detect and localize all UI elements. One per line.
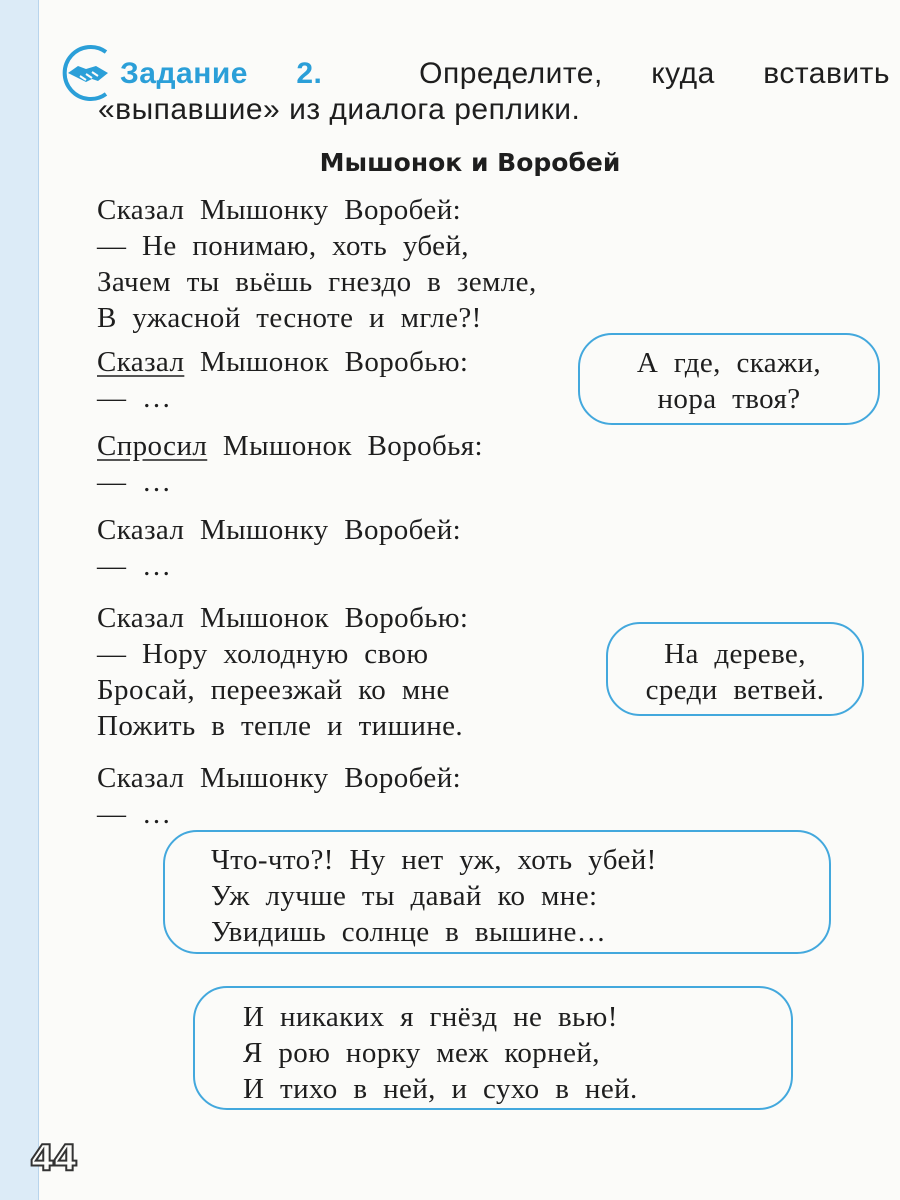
bubble-line: среди ветвей.: [645, 674, 825, 706]
verse-line: — Нору холодную свою: [97, 638, 429, 670]
reply-bubble-where-is-burrow[interactable]: [578, 333, 880, 425]
verse-line: — Не понимаю, хоть убей,: [97, 230, 469, 262]
bubble-line: Уж лучше ты давай ко мне:: [211, 880, 598, 912]
verse-text: Мышонок Воробья:: [207, 430, 483, 462]
instruction-line-1: Определите, куда вставить: [419, 57, 891, 90]
verse-line: — …: [97, 466, 172, 498]
verse-line: Сказал Мышонок Воробью:: [97, 602, 469, 634]
bubble-line: И тихо в ней, и сухо в ней.: [243, 1073, 638, 1105]
verse-line: В ужасной тесноте и мгле?!: [97, 302, 482, 334]
bubble-line: И никаких я гнёзд не вью!: [243, 1001, 618, 1033]
page-number: 44: [30, 1138, 77, 1179]
poem-title: Мышонок и Воробей: [319, 148, 621, 177]
verse-line: Сказал Мышонку Воробей:: [97, 514, 462, 546]
reply-bubble-on-tree[interactable]: [606, 622, 864, 716]
verse-line: Зачем ты вьёшь гнездо в земле,: [97, 266, 537, 298]
bubble-line: Увидишь солнце в вышине…: [211, 916, 607, 948]
verse-line: [97, 344, 468, 380]
bubble-line: нора твоя?: [657, 383, 801, 415]
verse-line: Бросай, переезжай ко мне: [97, 674, 450, 706]
bubble-line: Я рою норку меж корней,: [243, 1037, 600, 1069]
verse-text: Мышонок Воробью:: [184, 346, 469, 378]
bubble-line: Что-что?! Ну нет уж, хоть убей!: [211, 844, 657, 876]
verse-line: Пожить в тепле и тишине.: [97, 710, 464, 742]
underlined-verb: Сказал: [97, 346, 185, 378]
underlined-verb: Спросил: [97, 430, 208, 462]
reply-bubble-no-nests[interactable]: [193, 986, 793, 1110]
reply-bubble-come-to-me[interactable]: [163, 830, 831, 954]
bubble-line: А где, скажи,: [636, 347, 822, 379]
task-label: Задание 2.: [120, 57, 323, 90]
verse-line: — …: [97, 798, 172, 830]
verse-line: — …: [97, 382, 172, 414]
verse-line: Сказал Мышонку Воробей:: [97, 194, 462, 226]
page-margin-strip: [0, 0, 39, 1200]
verse-line: — …: [97, 550, 172, 582]
task-instruction: [98, 56, 891, 126]
verse-line: Сказал Мышонку Воробей:: [97, 762, 462, 794]
bubble-line: На дереве,: [664, 638, 806, 670]
verse-line: [97, 428, 483, 464]
instruction-line-2: «выпавшие» из диалога реплики.: [98, 93, 581, 126]
